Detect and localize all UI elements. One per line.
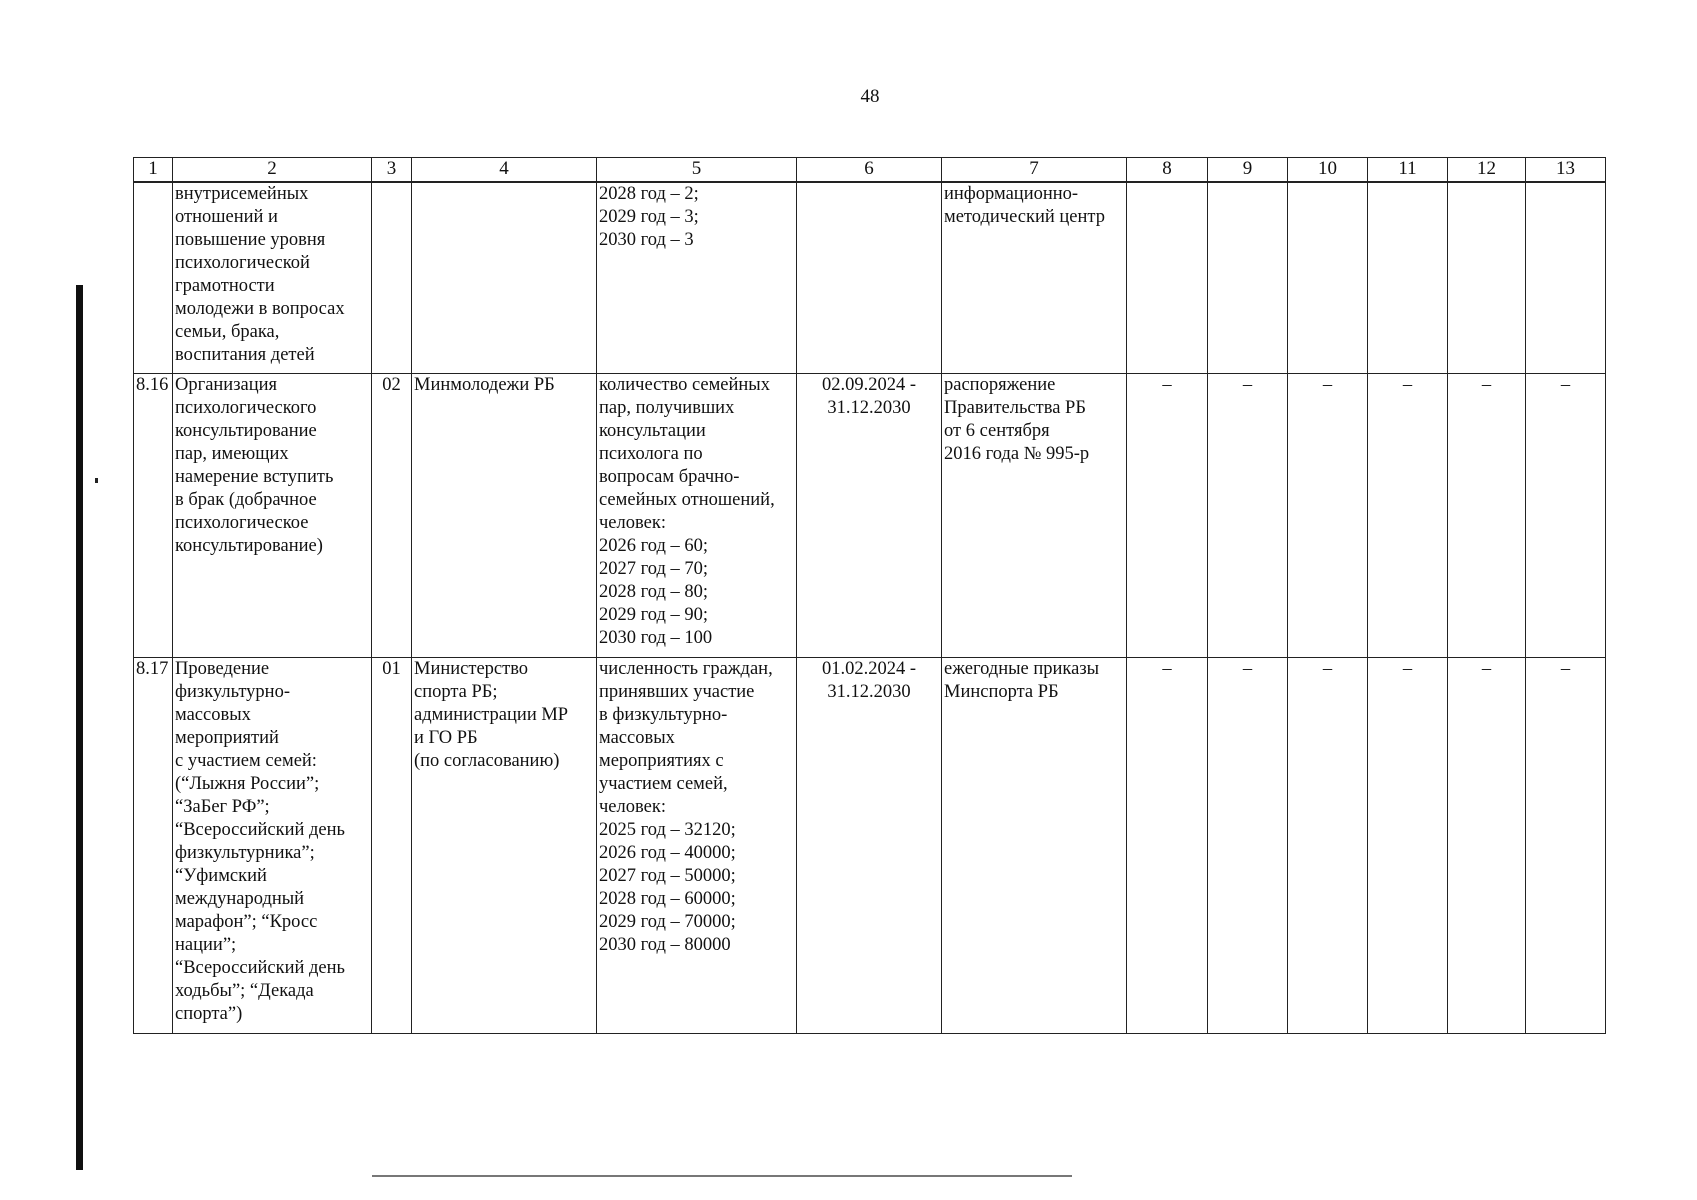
column-header: 12: [1448, 158, 1526, 183]
period: 01.02.2024 - 31.12.2030: [797, 658, 942, 1034]
scan-bottom-line: [372, 1175, 1072, 1177]
cell-col-9: [1208, 182, 1288, 374]
cell-col-8: –: [1127, 374, 1208, 658]
item-number: 8.17: [134, 658, 173, 1034]
cell-col-10: [1288, 182, 1368, 374]
cell-col-11: [1368, 182, 1448, 374]
event-name: внутрисемейных отношений и повышение уровня психологической грамотности молодежи в вопросах семьи, брака, воспитания детей: [173, 182, 372, 374]
cell-col-12: –: [1448, 374, 1526, 658]
cell-col-12: –: [1448, 658, 1526, 1034]
cell-col-9: –: [1208, 374, 1288, 658]
column-header: 2: [173, 158, 372, 183]
item-number: [134, 182, 173, 374]
scan-mark: [95, 478, 98, 483]
cell-col-11: –: [1368, 374, 1448, 658]
basis: информационно- методический центр: [942, 182, 1127, 374]
page-number: 48: [860, 86, 880, 107]
indicator: численность граждан, принявших участие в физкультурно- массовых мероприятиях с участием семей, человек: 2025 год – 32120; 2026 год – 40000; 2027 год – 50000; 2028 год – 60000; 2029 год – 70000; 2030 год – 80000: [597, 658, 797, 1034]
period: 02.09.2024 - 31.12.2030: [797, 374, 942, 658]
indicator: 2028 год – 2; 2029 год – 3; 2030 год – 3: [597, 182, 797, 374]
cell-col-8: –: [1127, 658, 1208, 1034]
executor: Минмолодежи РБ: [412, 374, 597, 658]
cell-col-13: [1526, 182, 1606, 374]
table-row: [134, 182, 1606, 374]
cell-col-9: –: [1208, 658, 1288, 1034]
basis: распоряжение Правительства РБ от 6 сентября 2016 года № 995-р: [942, 374, 1127, 658]
period: [797, 182, 942, 374]
cell-col-10: –: [1288, 658, 1368, 1034]
table-header-row: [134, 158, 1606, 183]
column-header: 9: [1208, 158, 1288, 183]
indicator: количество семейных пар, получивших консультации психолога по вопросам брачно- семейных отношений, человек: 2026 год – 60; 2027 год – 70; 2028 год – 80; 2029 год – 90; 2030 год – 100: [597, 374, 797, 658]
table-row: [134, 658, 1606, 1034]
column-header: 13: [1526, 158, 1606, 183]
column-header: 8: [1127, 158, 1208, 183]
column-header: 11: [1368, 158, 1448, 183]
column-header: 3: [372, 158, 412, 183]
executor: [412, 182, 597, 374]
cell-col-10: –: [1288, 374, 1368, 658]
basis: ежегодные приказы Минспорта РБ: [942, 658, 1127, 1034]
executor: Министерство спорта РБ; администрации МР и ГО РБ (по согласованию): [412, 658, 597, 1034]
column-header: 6: [797, 158, 942, 183]
item-code: 01: [372, 658, 412, 1034]
item-code: [372, 182, 412, 374]
table-row: [134, 374, 1606, 658]
plan-table: [133, 157, 1606, 1034]
cell-col-13: –: [1526, 658, 1606, 1034]
column-header: 5: [597, 158, 797, 183]
scan-margin-bar: [76, 285, 83, 1170]
column-header: 10: [1288, 158, 1368, 183]
column-header: 7: [942, 158, 1127, 183]
cell-col-11: –: [1368, 658, 1448, 1034]
item-number: 8.16: [134, 374, 173, 658]
cell-col-12: [1448, 182, 1526, 374]
cell-col-13: –: [1526, 374, 1606, 658]
column-header: 4: [412, 158, 597, 183]
event-name: Проведение физкультурно- массовых мероприятий с участием семей: (“Лыжня России”; “ЗаБег РФ”; “Всероссийский день физкультурника”; “Уфимский международный марафон”; “Кросс нации”; “Всероссийский день ходьбы”; “Декада спорта”): [173, 658, 372, 1034]
item-code: 02: [372, 374, 412, 658]
column-header: 1: [134, 158, 173, 183]
cell-col-8: [1127, 182, 1208, 374]
event-name: Организация психологического консультирование пар, имеющих намерение вступить в брак (добрачное психологическое консультирование): [173, 374, 372, 658]
